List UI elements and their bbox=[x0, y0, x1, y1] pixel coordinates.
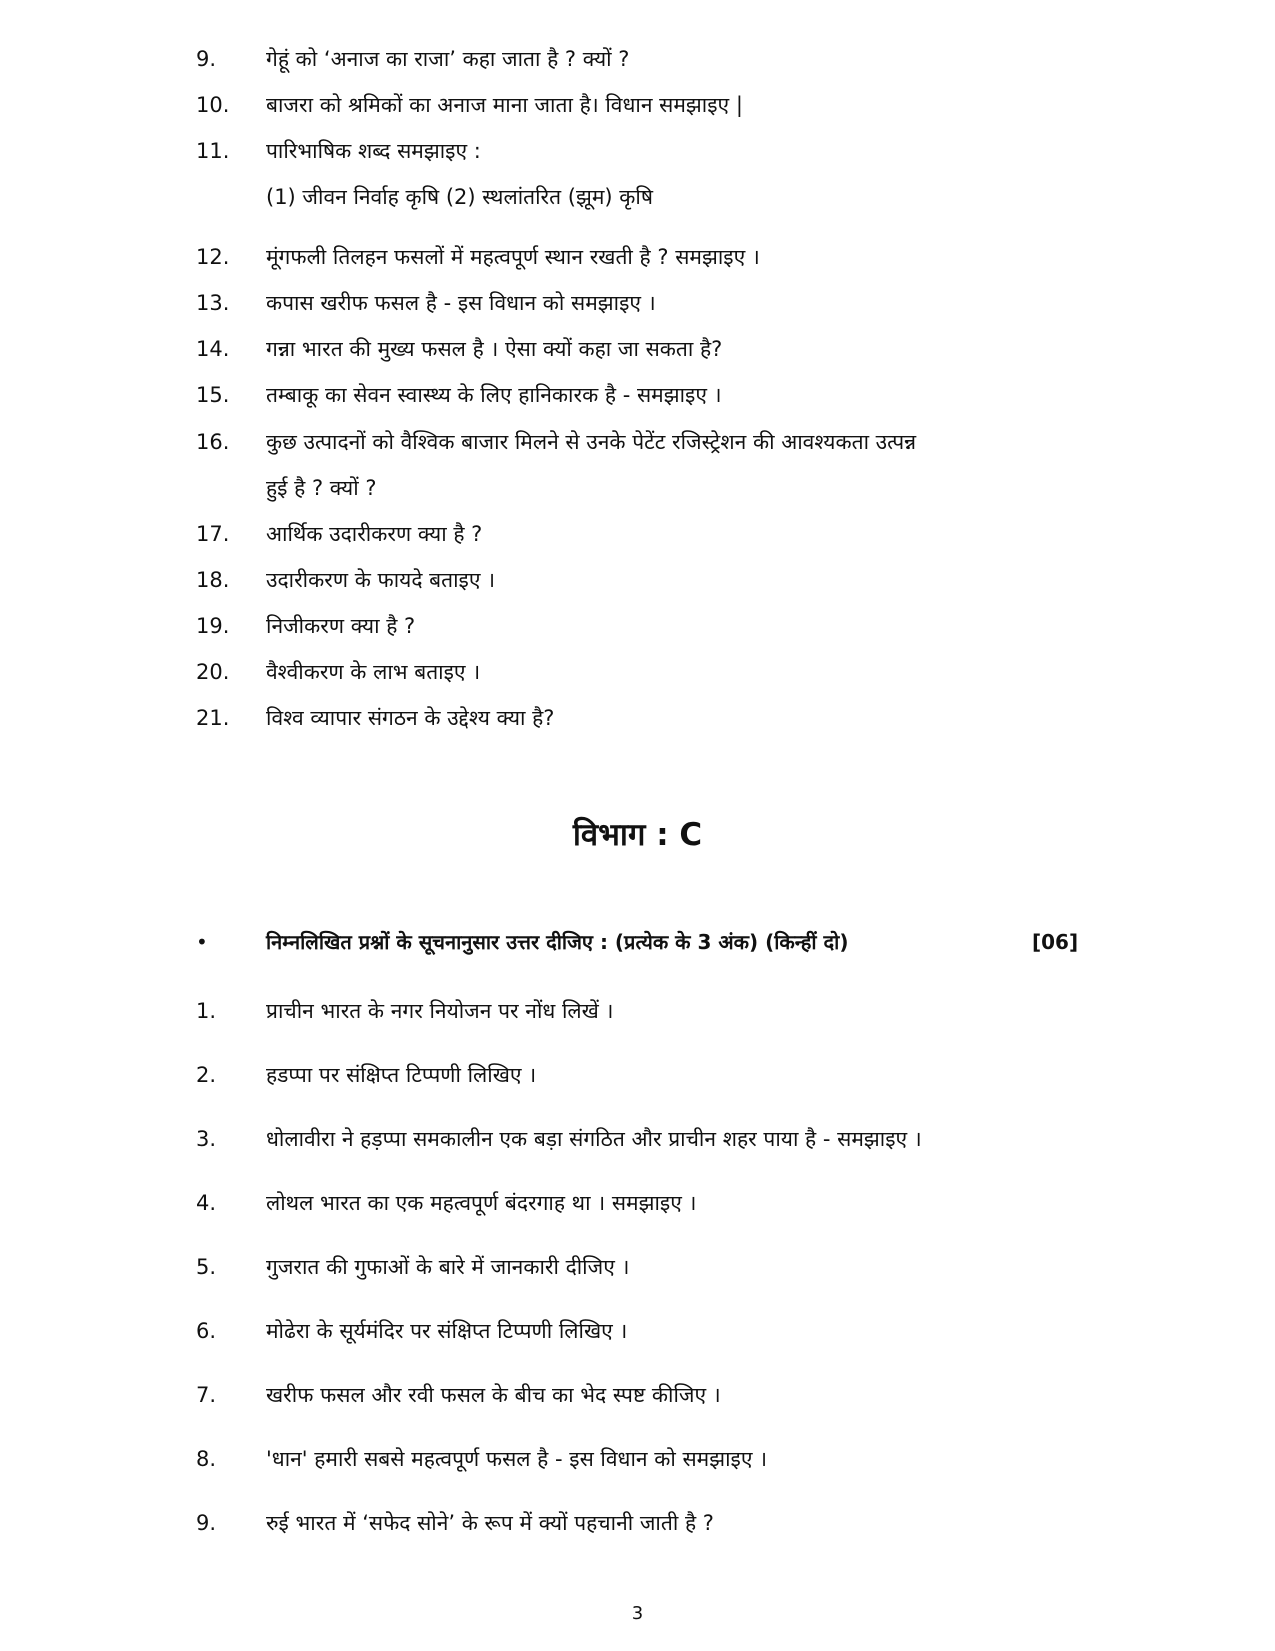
question-number: 3. bbox=[196, 1127, 217, 1151]
question-number: 10. bbox=[196, 93, 230, 117]
question-number: 11. bbox=[196, 139, 230, 163]
question-number: 14. bbox=[196, 337, 230, 361]
question-text: बाजरा को श्रमिकों का अनाज माना जाता है। विधान समझाइए | bbox=[266, 93, 743, 117]
question-text: प्राचीन भारत के नगर नियोजन पर नोंध लिखें । bbox=[266, 999, 614, 1023]
question-text: आर्थिक उदारीकरण क्या है ? bbox=[266, 522, 483, 546]
question-text: कुछ उत्पादनों को वैश्विक बाजार मिलने से उनके पेटेंट रजिस्ट्रेशन की आवश्यकता उत्पन्न bbox=[266, 430, 917, 454]
page-number: 3 bbox=[631, 1603, 644, 1624]
question-text: धोलावीरा ने हड़प्पा समकालीन एक बड़ा संगठित और प्राचीन शहर पाया है - समझाइए । bbox=[266, 1127, 922, 1151]
question-text: वैश्वीकरण के लाभ बताइए । bbox=[266, 660, 481, 684]
question-number: 18. bbox=[196, 568, 230, 592]
question-continuation: (1) जीवन निर्वाह कृषि (2) स्थलांतरित (झूम) कृषि bbox=[266, 185, 653, 209]
question-text: तम्बाकू का सेवन स्वास्थ्य के लिए हानिकारक है - समझाइए । bbox=[266, 383, 722, 407]
question-number: 12. bbox=[196, 245, 230, 269]
question-number: 4. bbox=[196, 1191, 217, 1215]
question-text: मूंगफली तिलहन फसलों में महत्वपूर्ण स्थान रखती है ? समझाइए । bbox=[266, 245, 760, 269]
question-text: गन्ना भारत की मुख्य फसल है । ऐसा क्यों कहा जा सकता है? bbox=[266, 337, 723, 361]
section-heading: विभाग : C bbox=[572, 817, 703, 853]
question-text: गुजरात की गुफाओं के बारे में जानकारी दीजिए । bbox=[266, 1255, 630, 1279]
question-text: पारिभाषिक शब्द समझाइए : bbox=[266, 139, 481, 163]
question-number: 6. bbox=[196, 1319, 217, 1343]
question-number: 9. bbox=[196, 47, 217, 71]
question-continuation: हुई है ? क्यों ? bbox=[266, 476, 377, 500]
marks-label: [06] bbox=[1032, 930, 1079, 954]
question-text: विश्व व्यापार संगठन के उद्देश्य क्या है? bbox=[266, 706, 555, 730]
question-number: 17. bbox=[196, 522, 230, 546]
question-text: 'धान' हमारी सबसे महत्वपूर्ण फसल है - इस विधान को समझाइए । bbox=[266, 1447, 768, 1471]
question-text: खरीफ फसल और रवी फसल के बीच का भेद स्पष्ट कीजिए । bbox=[266, 1383, 721, 1407]
question-number: 7. bbox=[196, 1383, 217, 1407]
question-text: उदारीकरण के फायदे बताइए । bbox=[266, 568, 496, 592]
question-number: 19. bbox=[196, 614, 230, 638]
question-number: 21. bbox=[196, 706, 230, 730]
question-number: 2. bbox=[196, 1063, 217, 1087]
question-number: 15. bbox=[196, 383, 230, 407]
question-text: गेहूं को ‘अनाज का राजा’ कहा जाता है ? क्यों ? bbox=[266, 47, 630, 71]
question-text: कपास खरीफ फसल है - इस विधान को समझाइए । bbox=[266, 291, 656, 315]
question-text: मोढेरा के सूर्यमंदिर पर संक्षिप्त टिप्पणी लिखिए । bbox=[266, 1319, 628, 1343]
instruction-text: निम्नलिखित प्रश्नों के सूचनानुसार उत्तर दीजिए : (प्रत्येक के 3 अंक) (किन्हीं दो) bbox=[266, 930, 849, 954]
bullet-icon: • bbox=[196, 930, 208, 954]
question-number: 9. bbox=[196, 1511, 217, 1535]
question-number: 20. bbox=[196, 660, 230, 684]
question-number: 5. bbox=[196, 1255, 217, 1279]
question-number: 8. bbox=[196, 1447, 217, 1471]
question-text: रुई भारत में ‘सफेद सोने’ के रूप में क्यों पहचानी जाती है ? bbox=[266, 1511, 714, 1535]
question-number: 16. bbox=[196, 430, 230, 454]
question-number: 1. bbox=[196, 999, 217, 1023]
question-text: हडप्पा पर संक्षिप्त टिप्पणी लिखिए । bbox=[266, 1063, 537, 1087]
question-text: लोथल भारत का एक महत्वपूर्ण बंदरगाह था । समझाइए । bbox=[266, 1191, 697, 1215]
question-text: निजीकरण क्या है ? bbox=[266, 614, 416, 638]
question-number: 13. bbox=[196, 291, 230, 315]
